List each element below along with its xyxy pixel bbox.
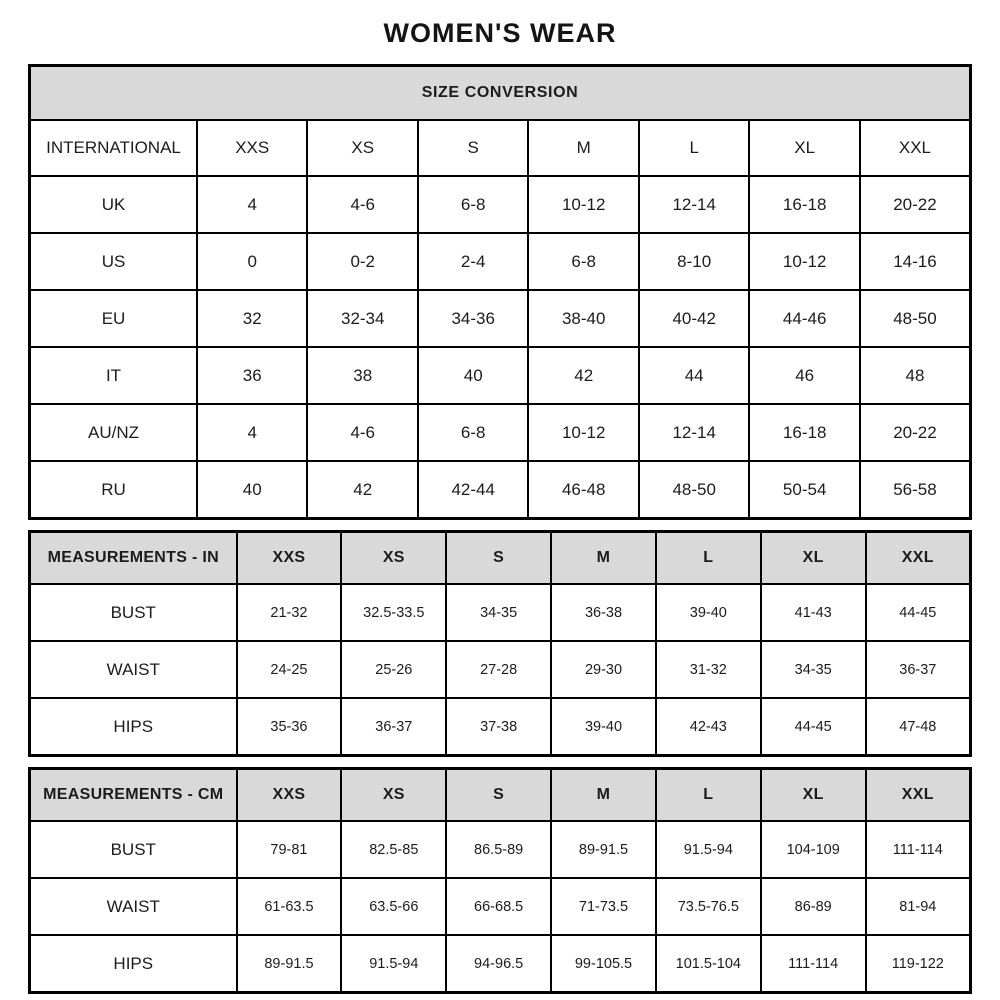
column-header: XL	[761, 769, 866, 822]
table-cell: 46-48	[528, 461, 638, 519]
table-cell: 91.5-94	[341, 935, 446, 993]
table-cell: 36-37	[341, 698, 446, 756]
table-cell: 38-40	[528, 290, 638, 347]
table-title-row	[30, 66, 971, 121]
table-cell: 10-12	[749, 233, 859, 290]
table-row	[30, 878, 971, 935]
table-cell: 20-22	[860, 176, 971, 233]
table-cell: 14-16	[860, 233, 971, 290]
table-cell: 10-12	[528, 176, 638, 233]
table-cell: 63.5-66	[341, 878, 446, 935]
row-header-label: MEASUREMENTS - IN	[30, 532, 237, 585]
table-body	[30, 584, 971, 756]
table-cell: 111-114	[866, 821, 971, 878]
table-cell: 8-10	[639, 233, 749, 290]
table-cell: 42	[307, 461, 417, 519]
table-cell: 99-105.5	[551, 935, 656, 993]
table-cell: 56-58	[860, 461, 971, 519]
table-cell: 4	[197, 176, 307, 233]
table-cell: 44	[639, 347, 749, 404]
table-cell: 50-54	[749, 461, 859, 519]
column-header: XXL	[866, 532, 971, 585]
table-cell: 40	[418, 347, 528, 404]
table-cell: 32.5-33.5	[341, 584, 446, 641]
column-header: XXL	[866, 769, 971, 822]
table-row	[30, 404, 971, 461]
table-cell: 48-50	[860, 290, 971, 347]
row-label: WAIST	[30, 641, 237, 698]
column-header: XS	[341, 532, 446, 585]
row-label: BUST	[30, 821, 237, 878]
row-label: RU	[30, 461, 198, 519]
table-cell: 71-73.5	[551, 878, 656, 935]
column-header: L	[639, 120, 749, 176]
table-cell: 86.5-89	[446, 821, 551, 878]
row-header-label: MEASUREMENTS - CM	[30, 769, 237, 822]
table-cell: 101.5-104	[656, 935, 761, 993]
table-cell: 73.5-76.5	[656, 878, 761, 935]
row-header-label: INTERNATIONAL	[30, 120, 198, 176]
table-cell: 91.5-94	[656, 821, 761, 878]
table-cell: 2-4	[418, 233, 528, 290]
column-header: XS	[307, 120, 417, 176]
row-label: AU/NZ	[30, 404, 198, 461]
column-header-row	[30, 769, 971, 822]
table-cell: 34-35	[761, 641, 866, 698]
table-cell: 32-34	[307, 290, 417, 347]
page-title: WOMEN'S WEAR	[383, 18, 617, 48]
table-cell: 36	[197, 347, 307, 404]
table-cell: 35-36	[237, 698, 342, 756]
table-row	[30, 347, 971, 404]
table-cell: 46	[749, 347, 859, 404]
table-row	[30, 461, 971, 519]
column-header-row	[30, 120, 971, 176]
table-cell: 25-26	[341, 641, 446, 698]
row-label: UK	[30, 176, 198, 233]
table-cell: 10-12	[528, 404, 638, 461]
table-row	[30, 176, 971, 233]
column-header: L	[656, 532, 761, 585]
table-cell: 42-44	[418, 461, 528, 519]
table-cell: 36-38	[551, 584, 656, 641]
column-header: XL	[761, 532, 866, 585]
table-cell: 37-38	[446, 698, 551, 756]
column-header: M	[551, 532, 656, 585]
table-cell: 61-63.5	[237, 878, 342, 935]
column-header: XXS	[237, 532, 342, 585]
table-cell: 31-32	[656, 641, 761, 698]
column-header: XXS	[237, 769, 342, 822]
table-row	[30, 821, 971, 878]
table-cell: 6-8	[418, 176, 528, 233]
table-cell: 39-40	[551, 698, 656, 756]
table-cell: 42-43	[656, 698, 761, 756]
table-cell: 44-45	[761, 698, 866, 756]
column-header: XS	[341, 769, 446, 822]
table-cell: 44-46	[749, 290, 859, 347]
table-body	[30, 821, 971, 993]
column-header-row	[30, 532, 971, 585]
table-cell: 47-48	[866, 698, 971, 756]
table-cell: 44-45	[866, 584, 971, 641]
measurements-cm-table	[28, 767, 972, 994]
table-row	[30, 935, 971, 993]
table-cell: 6-8	[528, 233, 638, 290]
table-cell: 48-50	[639, 461, 749, 519]
table-cell: 29-30	[551, 641, 656, 698]
table-cell: 4-6	[307, 176, 417, 233]
table-cell: 0-2	[307, 233, 417, 290]
table-cell: 104-109	[761, 821, 866, 878]
table-cell: 38	[307, 347, 417, 404]
table-cell: 24-25	[237, 641, 342, 698]
table-cell: 34-36	[418, 290, 528, 347]
table-body	[30, 176, 971, 519]
row-label: HIPS	[30, 935, 237, 993]
table-cell: 40-42	[639, 290, 749, 347]
column-header: L	[656, 769, 761, 822]
row-label: BUST	[30, 584, 237, 641]
table-cell: 89-91.5	[551, 821, 656, 878]
table-row	[30, 698, 971, 756]
table-cell: 48	[860, 347, 971, 404]
row-label: WAIST	[30, 878, 237, 935]
table-cell: 12-14	[639, 404, 749, 461]
table-cell: 36-37	[866, 641, 971, 698]
size-conversion-table	[28, 64, 972, 520]
table-cell: 40	[197, 461, 307, 519]
row-label: US	[30, 233, 198, 290]
table-row	[30, 641, 971, 698]
column-header: S	[418, 120, 528, 176]
measurements-in-table	[28, 530, 972, 757]
table-cell: 79-81	[237, 821, 342, 878]
column-header: S	[446, 769, 551, 822]
table-cell: 39-40	[656, 584, 761, 641]
table-cell: 27-28	[446, 641, 551, 698]
column-header: M	[528, 120, 638, 176]
table-cell: 12-14	[639, 176, 749, 233]
row-label: EU	[30, 290, 198, 347]
table-cell: 6-8	[418, 404, 528, 461]
table-cell: 34-35	[446, 584, 551, 641]
table-cell: 20-22	[860, 404, 971, 461]
table-cell: 21-32	[237, 584, 342, 641]
table-row	[30, 290, 971, 347]
row-label: IT	[30, 347, 198, 404]
table-cell: 16-18	[749, 176, 859, 233]
column-header: XL	[749, 120, 859, 176]
table-cell: 111-114	[761, 935, 866, 993]
table-row	[30, 584, 971, 641]
table-cell: 32	[197, 290, 307, 347]
table-cell: 66-68.5	[446, 878, 551, 935]
row-label: HIPS	[30, 698, 237, 756]
table-cell: 119-122	[866, 935, 971, 993]
table-cell: 82.5-85	[341, 821, 446, 878]
column-header: M	[551, 769, 656, 822]
table-cell: 42	[528, 347, 638, 404]
column-header: XXL	[860, 120, 971, 176]
table-cell: 89-91.5	[237, 935, 342, 993]
column-header: XXS	[197, 120, 307, 176]
table-cell: 4	[197, 404, 307, 461]
table-cell: 94-96.5	[446, 935, 551, 993]
table-title: SIZE CONVERSION	[30, 66, 971, 121]
table-cell: 4-6	[307, 404, 417, 461]
table-cell: 16-18	[749, 404, 859, 461]
column-header: S	[446, 532, 551, 585]
table-cell: 0	[197, 233, 307, 290]
table-row	[30, 233, 971, 290]
table-cell: 81-94	[866, 878, 971, 935]
table-cell: 41-43	[761, 584, 866, 641]
table-cell: 86-89	[761, 878, 866, 935]
